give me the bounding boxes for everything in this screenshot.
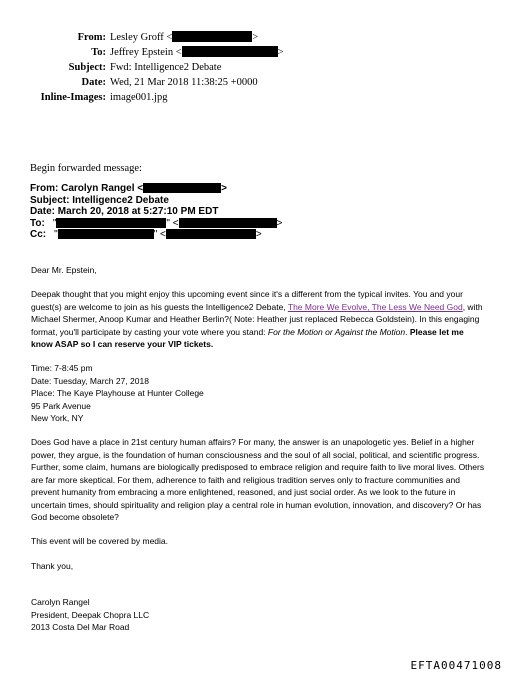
- forwarded-intro: Begin forwarded message:: [30, 163, 142, 174]
- header-subject-row: [0, 60, 512, 75]
- event-title-link[interactable]: The More We Evolve, The Less We Need God: [287, 301, 463, 312]
- header-from-row: [0, 30, 512, 45]
- header-from-value: Lesley Groff < >: [110, 32, 259, 43]
- forwarded-cc-row: Cc: " " < >: [30, 229, 262, 240]
- forwarded-date-row: Date: March 20, 2018 at 5:27:10 PM EDT: [30, 206, 219, 217]
- email-body: [31, 264, 486, 633]
- event-time: Time: 7-8:45 pm: [31, 363, 93, 374]
- redaction-bar: [56, 218, 166, 228]
- header-to-value: Jeffrey Epstein < >: [110, 47, 284, 58]
- header-subject-value: Fwd: Intelligence2 Debate: [110, 62, 222, 73]
- closing: Thank you,: [31, 560, 74, 571]
- header-to-row: [0, 45, 512, 60]
- event-date: Date: Tuesday, March 27, 2018: [31, 375, 149, 386]
- email-header: [0, 30, 512, 105]
- signature-title: President, Deepak Chopra LLC: [31, 609, 150, 620]
- event-place: Place: The Kaye Playhouse at Hunter College: [31, 388, 204, 399]
- forwarded-header: [30, 183, 282, 241]
- header-inline-images-row: [0, 90, 512, 105]
- redaction-bar: [166, 229, 256, 239]
- header-date-row: [0, 75, 512, 90]
- paragraph-description: Does God have a place in 21st century human affairs? For many, the answer is an unapologetic yes. Belief in a higher power, they argue, is the foundation of human consciousness and the soul of all social, political, and scientific progress. Further, some claim, humans are biologically predisposed to embrace religion and require faith to live moral lives. Others are far more skeptical. For them, adherence to faith and religious tradition serves only to fracture communities and prevent humanity from embracing a more enlightened, reasoned, and just social order. As we look to the future in uncertain times, should spirituality and religion play a central role in human evolution, innovation, and discovery? Or has God become obsolete?: [31, 437, 485, 522]
- redaction-bar: [182, 46, 278, 57]
- header-date-value: Wed, 21 Mar 2018 11:38:25 +0000: [110, 77, 258, 88]
- forwarded-subject-row: Subject: Intelligence2 Debate: [30, 194, 169, 206]
- header-inline-images-label: Inline-Images:: [40, 92, 106, 103]
- redaction-bar: [143, 183, 221, 193]
- signature-name: Carolyn Rangel: [31, 597, 90, 608]
- paragraph-media: This event will be covered by media.: [31, 536, 169, 547]
- forwarded-to-row: To: " " < >: [30, 217, 283, 229]
- header-to-label: To:: [91, 47, 106, 58]
- event-street: 95 Park Avenue: [31, 400, 91, 411]
- header-subject-label: Subject:: [68, 62, 106, 73]
- rsvp-request: Please let me know ASAP so I can reserve your VIP tickets.: [31, 326, 464, 350]
- redaction-bar: [58, 229, 154, 239]
- paragraph-invitation: Deepak thought that you might enjoy this upcoming event since it's a different from the typical invites. You and your guest(s) are welcome to join as his guests the Intelligence2 Debate, The More We Evolve, The Less We Need God, with Michael Shermer, Anoop Kumar and Heather Berlin?( Note: Heather just replaced Rebecca Goldstein). In this engaging format, you'll participate by casting your vote where you stand: For the Motion or Against the Motion. Please let me know ASAP so I can reserve your VIP tickets.: [31, 289, 483, 350]
- redaction-bar: [172, 31, 252, 42]
- event-city: New York, NY: [31, 413, 84, 424]
- header-from-label: From:: [77, 32, 106, 43]
- greeting: Dear Mr. Epstein,: [31, 265, 97, 275]
- forwarded-from-row: From: Carolyn Rangel < >: [30, 183, 227, 194]
- redaction-bar: [179, 218, 277, 228]
- header-date-label: Date:: [81, 77, 106, 88]
- document-id: EFTA00471008: [410, 659, 502, 672]
- header-inline-images-value: image001.jpg: [110, 92, 168, 103]
- signature-address: 2013 Costa Del Mar Road: [31, 621, 130, 632]
